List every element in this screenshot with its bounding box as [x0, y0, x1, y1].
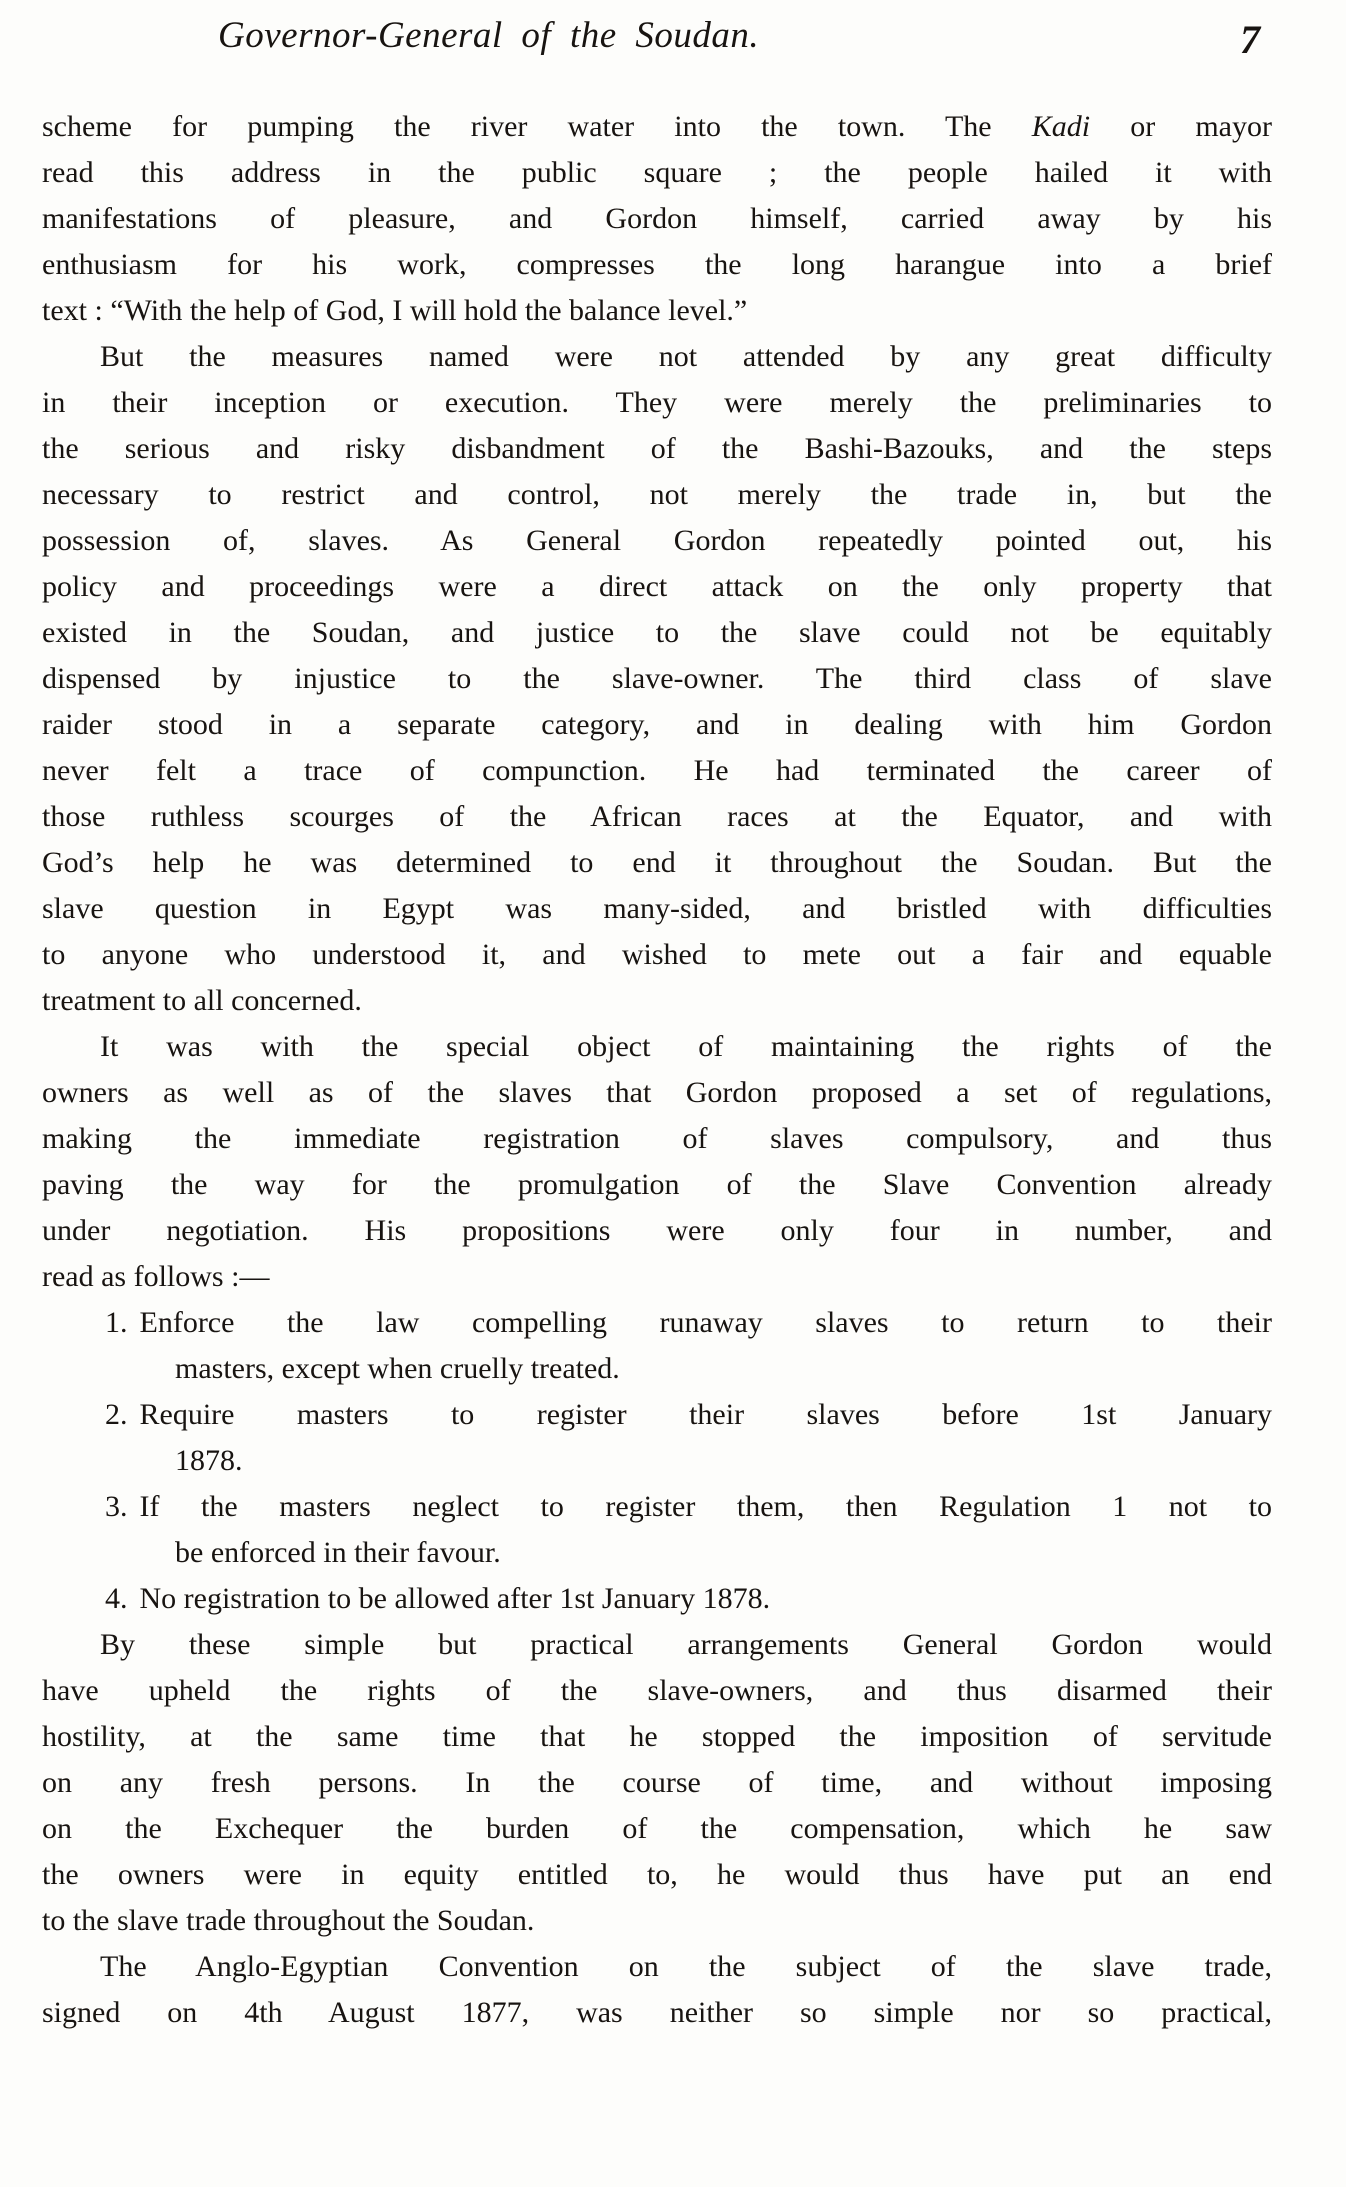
text-line: text : “With the help of God, I will hold the balance level.” [42, 294, 748, 327]
text-line: masters, except when cruelly treated. [175, 1352, 620, 1385]
text-line: manifestations of pleasure, and Gordon himself, carried away by his [42, 202, 1272, 235]
text-line: the serious and risky disbandment of the Bashi-Bazouks, and the steps [42, 432, 1272, 465]
paragraph [42, 1622, 1272, 1944]
paragraph [42, 334, 1272, 1024]
text-line: slave question in Egypt was many-sided, and bristled with difficulties [42, 892, 1272, 925]
text-line: By these simple but practical arrangements General Gordon would [100, 1628, 1272, 1661]
text-line: raider stood in a separate category, and in dealing with him Gordon [42, 708, 1272, 741]
text-line: never felt a trace of compunction. He had terminated the career of [42, 754, 1272, 787]
text-line: on the Exchequer the burden of the compensation, which he saw [42, 1812, 1272, 1845]
text-line: dispensed by injustice to the slave-owner. The third class of slave [42, 662, 1272, 695]
text-line: scheme for pumping the river water into the town. The Kadi or mayor [42, 110, 1272, 143]
list-item-number: 4. [105, 1582, 128, 1615]
list-item [42, 1392, 1272, 1484]
text-line: enthusiasm for his work, compresses the long harangue into a brief [42, 248, 1272, 281]
list-item-number: 2. [105, 1398, 128, 1431]
text-line: on any fresh persons. In the course of time, and without imposing [42, 1766, 1272, 1799]
text-line: But the measures named were not attended by any great difficulty [100, 340, 1272, 373]
italic-term: Kadi [1031, 110, 1091, 143]
list-item-number: 1. [105, 1306, 128, 1339]
text-line: necessary to restrict and control, not merely the trade in, but the [42, 478, 1272, 511]
text-line: owners as well as of the slaves that Gordon proposed a set of regulations, [42, 1076, 1272, 1109]
paragraph [42, 104, 1272, 334]
page-number: 7 [1240, 17, 1260, 62]
text-line: read this address in the public square ; the people hailed it with [42, 156, 1272, 189]
text-line: 4. No registration to be allowed after 1st January 1878. [105, 1582, 771, 1615]
text-line: 1. Enforce the law compelling runaway slaves to return to their [105, 1306, 1272, 1339]
text-line: paving the way for the promulgation of the Slave Convention already [42, 1168, 1272, 1201]
text-line: in their inception or execution. They were merely the preliminaries to [42, 386, 1272, 419]
text-line: policy and proceedings were a direct attack on the only property that [42, 570, 1272, 603]
text-line: 3. If the masters neglect to register them, then Regulation 1 not to [105, 1490, 1272, 1523]
list-item [42, 1300, 1272, 1392]
text-line: 2. Require masters to register their slaves before 1st January [105, 1398, 1272, 1431]
text-line: be enforced in their favour. [175, 1536, 501, 1569]
text-column [42, 104, 1272, 2036]
list-item [42, 1576, 1272, 1622]
text-line: to the slave trade throughout the Soudan. [42, 1904, 535, 1937]
paragraph [42, 1944, 1272, 2036]
text-line: 1878. [175, 1444, 243, 1477]
text-line: those ruthless scourges of the African races at the Equator, and with [42, 800, 1272, 833]
page-header [0, 0, 1346, 96]
text-line: read as follows :— [42, 1260, 270, 1293]
list-item-number: 3. [105, 1490, 128, 1523]
text-line: The Anglo-Egyptian Convention on the subject of the slave trade, [100, 1950, 1272, 1983]
list-item [42, 1484, 1272, 1576]
text-line: the owners were in equity entitled to, he would thus have put an end [42, 1858, 1272, 1891]
text-line: under negotiation. His propositions were only four in number, and [42, 1214, 1272, 1247]
text-line: have upheld the rights of the slave-owners, and thus disarmed their [42, 1674, 1272, 1707]
text-line: It was with the special object of maintaining the rights of the [100, 1030, 1272, 1063]
running-title: Governor-General of the Soudan. [218, 15, 760, 56]
paragraph [42, 1024, 1272, 1300]
text-line: existed in the Soudan, and justice to the slave could not be equitably [42, 616, 1272, 649]
text-line: hostility, at the same time that he stopped the imposition of servitude [42, 1720, 1272, 1753]
text-line: God’s help he was determined to end it throughout the Soudan. But the [42, 846, 1272, 879]
text-line: making the immediate registration of slaves compulsory, and thus [42, 1122, 1272, 1155]
text-line: signed on 4th August 1877, was neither so simple nor so practical, [42, 1996, 1272, 2029]
text-line: to anyone who understood it, and wished to mete out a fair and equable [42, 938, 1272, 971]
text-line: treatment to all concerned. [42, 984, 362, 1017]
text-line: possession of, slaves. As General Gordon repeatedly pointed out, his [42, 524, 1272, 557]
